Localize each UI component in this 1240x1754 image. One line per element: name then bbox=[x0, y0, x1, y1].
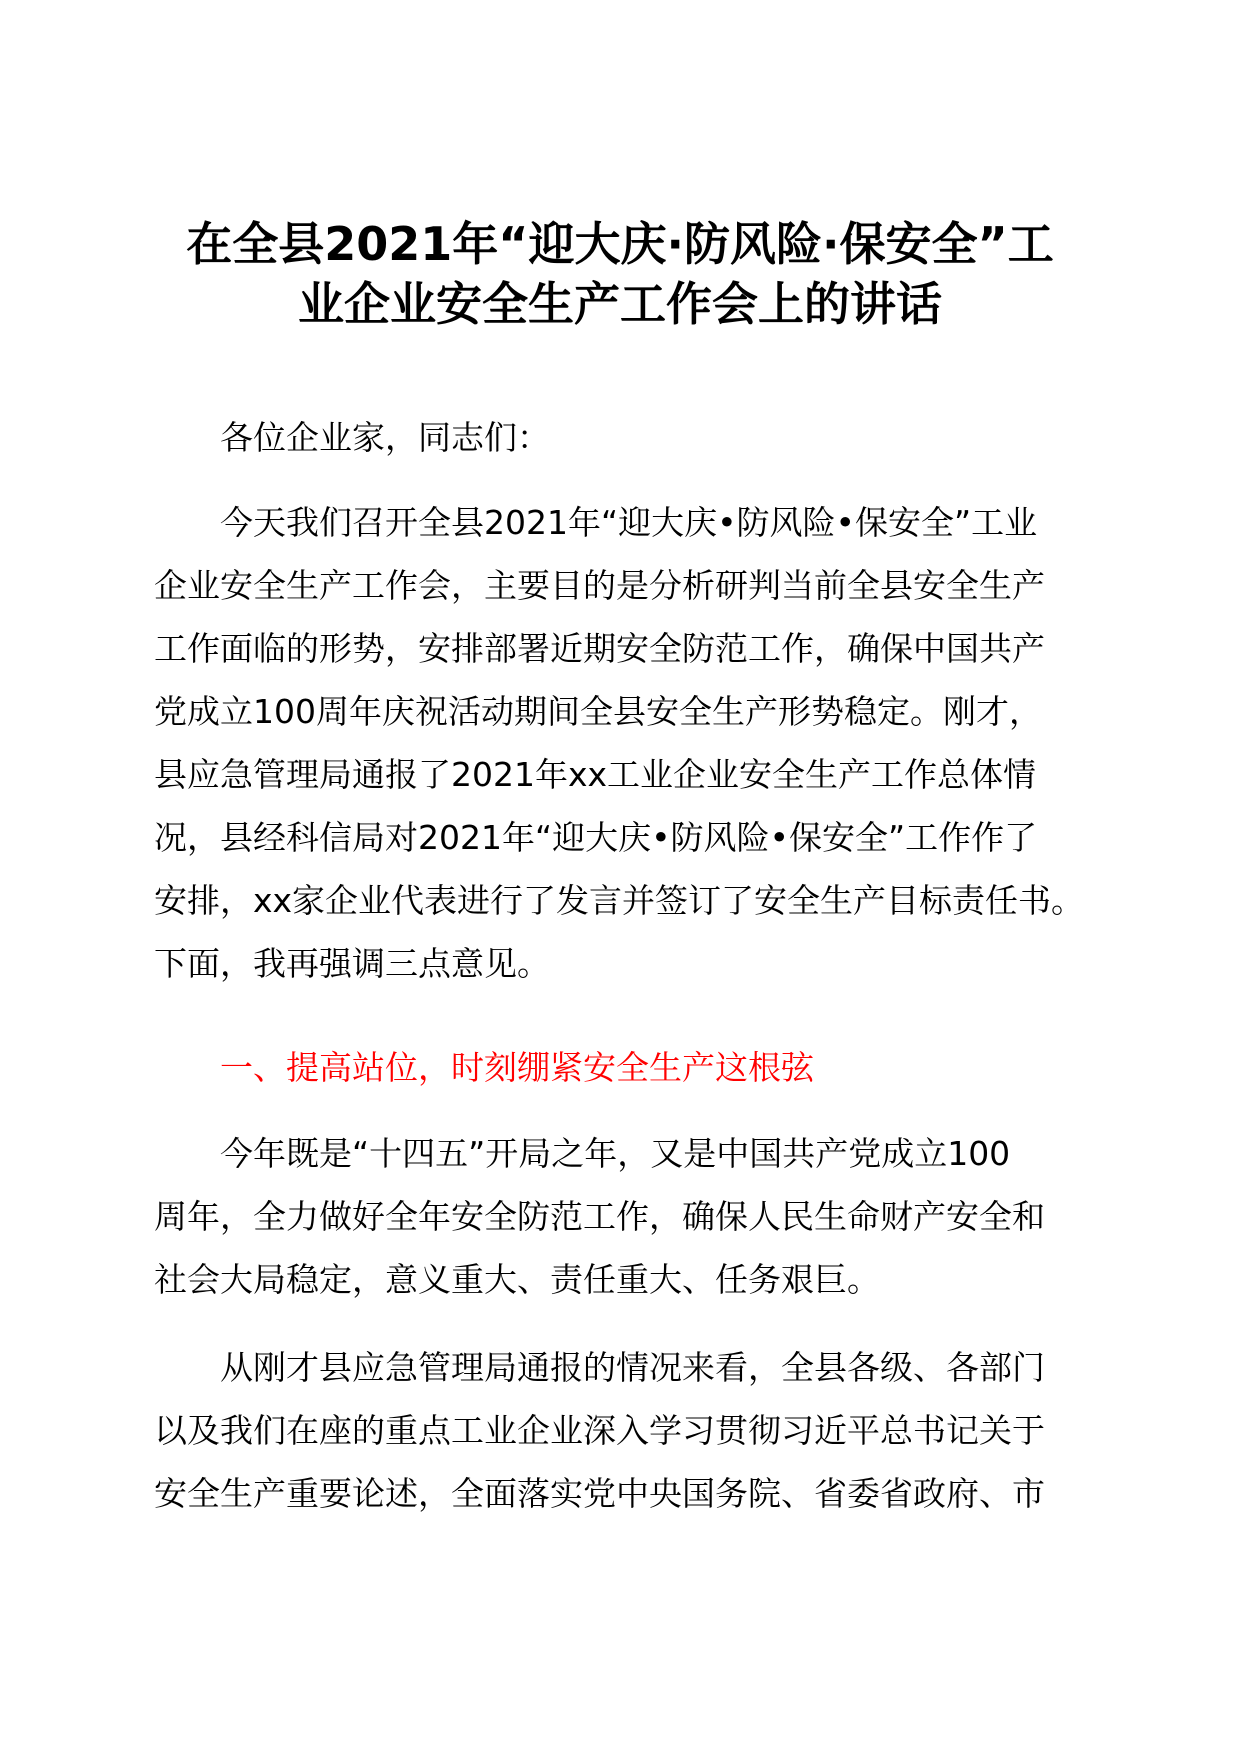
paragraph-line: 以及我们在座的重点工业企业深入学习贯彻习近平总书记关于 bbox=[154, 1411, 1045, 1450]
paragraph-line: 党成立100周年庆祝活动期间全县安全生产形势稳定。刚才， bbox=[154, 692, 1042, 731]
paragraph-line: 今天我们召开全县2021年“迎大庆•防风险•保安全”工业 bbox=[220, 503, 1038, 542]
title-line-1: 在全县2021年“迎大庆·防风险·保安全”工 bbox=[186, 217, 1054, 271]
salutation: 各位企业家，同志们： bbox=[220, 418, 550, 457]
speech-title bbox=[150, 214, 1090, 334]
paragraph-section1-report bbox=[154, 1336, 1084, 1525]
paragraph-line: 工作面临的形势，安排部署近期安全防范工作，确保中国共产 bbox=[154, 629, 1045, 668]
paragraph-opening bbox=[154, 491, 1084, 995]
paragraph-line: 今年既是“十四五”开局之年，又是中国共产党成立100 bbox=[220, 1134, 1011, 1173]
paragraph-line: 周年，全力做好全年安全防范工作，确保人民生命财产安全和 bbox=[154, 1197, 1045, 1236]
paragraph-line: 安排，xx家企业代表进行了发言并签订了安全生产目标责任书。 bbox=[154, 881, 1085, 920]
paragraph-line: 社会大局稳定，意义重大、责任重大、任务艰巨。 bbox=[154, 1260, 880, 1299]
paragraph-section1-intro bbox=[154, 1122, 1084, 1311]
paragraph-line: 企业安全生产工作会，主要目的是分析研判当前全县安全生产 bbox=[154, 566, 1045, 605]
paragraph-line: 况，县经科信局对2021年“迎大庆•防风险•保安全”工作作了 bbox=[154, 818, 1038, 857]
paragraph-line: 县应急管理局通报了2021年xx工业企业安全生产工作总体情 bbox=[154, 755, 1037, 794]
paragraph-line: 安全生产重要论述，全面落实党中央国务院、省委省政府、市 bbox=[154, 1474, 1045, 1513]
section-heading-1: 一、提高站位，时刻绷紧安全生产这根弦 bbox=[220, 1048, 814, 1087]
paragraph-line: 下面，我再强调三点意见。 bbox=[154, 944, 550, 983]
title-line-2: 业企业安全生产工作会上的讲话 bbox=[298, 277, 942, 331]
paragraph-line: 从刚才县应急管理局通报的情况来看，全县各级、各部门 bbox=[220, 1348, 1045, 1387]
